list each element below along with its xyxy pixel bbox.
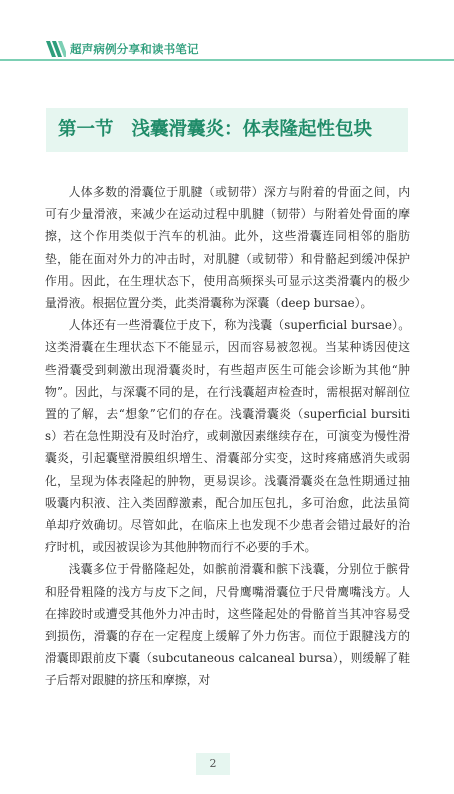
body-text	[45, 181, 410, 692]
page-number: 2	[196, 753, 230, 775]
paragraph-3: 浅囊多位于骨骼隆起处，如髌前滑囊和髌下浅囊，分别位于髌骨和胫骨粗隆的浅方与皮下之间，尺骨鹰嘴滑囊位于尺骨鹰嘴浅方。人在摔跤时或遭受其他外力冲击时，这些隆起处的骨骼首当其冲容易受到损伤，滑囊的存在一定程度上缓解了外力伤害。而位于跟腱浅方的滑囊即跟前皮下囊（subcutaneous calcaneal bursa），则缓解了鞋子后帮对跟腱的挤压和摩擦，对	[45, 562, 410, 688]
paragraph-1: 人体多数的滑囊位于肌腱（或韧带）深方与附着的骨面之间，内可有少量滑液，来减少在运动过程中肌腱（韧带）与附着处骨面的摩擦，这个作用类似于汽车的机油。此外，这些滑囊连同相邻的脂肪垫，能在面对外力的冲击时，对肌腱（或韧带）和骨骼起到缓冲保护作用。因此，在生理状态下，使用高频探头可显示这类滑囊内的极少量滑液。根据位置分类，此类滑囊称为深囊（deep bursae）。	[45, 185, 410, 311]
paragraph-2: 人体还有一些滑囊位于皮下，称为浅囊（superficial bursae）。这类滑囊在生理状态下不能显示，因而容易被忽视。当某种诱因使这些滑囊受到刺激出现滑囊炎时，有些超声医生可能会诊断为其他“肿物”。因此，与深囊不同的是，在行浅囊超声检查时，需根据对解剖位置的了解，去“想象”它们的存在。浅囊滑囊炎（superficial bursitis）若在急性期没有及时治疗，或刺激因素继续存在，可演变为慢性滑囊炎，引起囊壁滑膜组织增生、滑囊部分实变，这时疼痛感消失或弱化，呈现为体表隆起的肿物，更易误诊。浅囊滑囊炎在急性期通过抽吸囊内积液、注入类固醇激素，配合加压包扎，多可治愈，此法虽简单却疗效确切。尽管如此，在临床上也发现不少患者会错过最好的治疗时机，或因被误诊为其他肿物而行不必要的手术。	[45, 318, 410, 555]
section-title: 浅囊滑囊炎：体表隆起性包块	[131, 119, 373, 140]
running-header	[0, 39, 454, 59]
running-title: 超声病例分享和读书笔记	[70, 42, 199, 56]
header-rule	[0, 59, 454, 61]
header-stripes-icon	[46, 41, 66, 57]
section-heading	[58, 108, 408, 152]
section-number: 第一节	[58, 119, 114, 140]
